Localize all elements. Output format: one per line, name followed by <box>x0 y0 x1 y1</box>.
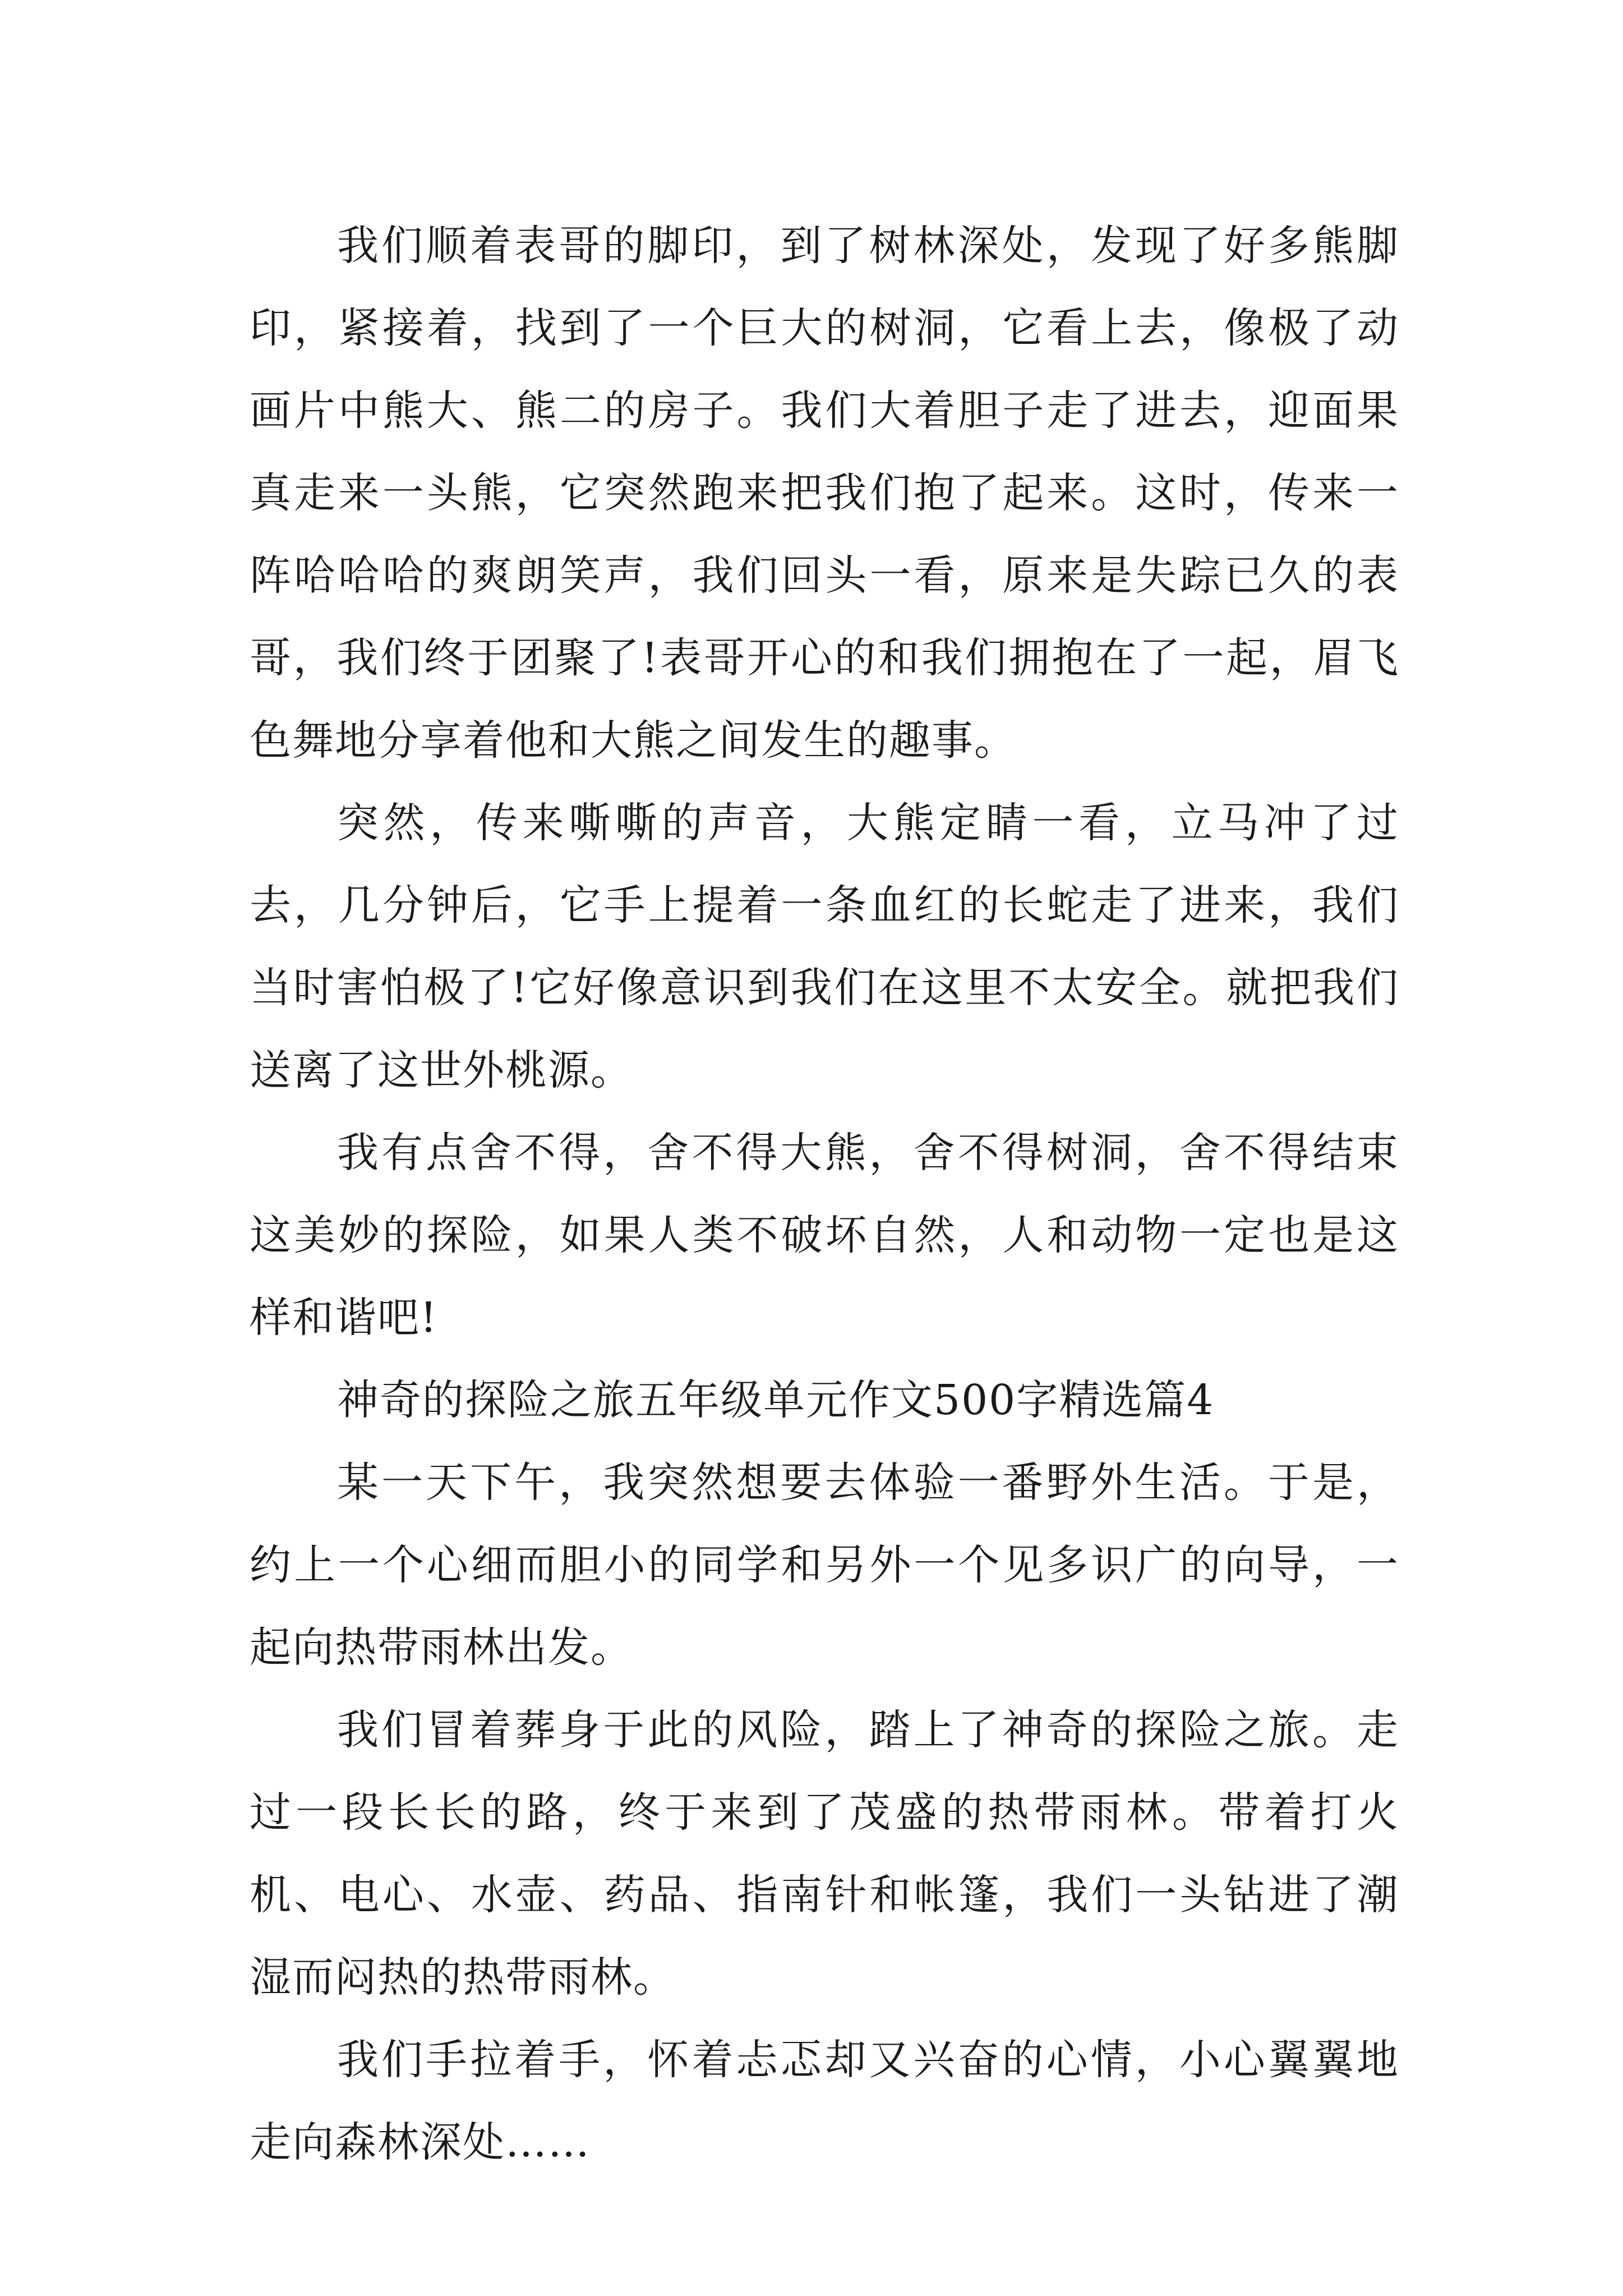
paragraph: 我们手拉着手，怀着忐忑却又兴奋的心情，小心翼翼地走向森林深处…… <box>250 2036 1399 2166</box>
paragraph: 突然，传来嘶嘶的声音，大熊定睛一看，立马冲了过去，几分钟后，它手上提着一条血红的长蛇走了进来，我们当时害怕极了!它好像意识到我们在这里不太安全。就把我们送离了这世外桃源。 <box>250 799 1399 1094</box>
paragraph: 我们顺着表哥的脚印，到了树林深处，发现了好多熊脚印，紧接着，找到了一个巨大的树洞，它看上去，像极了动画片中熊大、熊二的房子。我们大着胆子走了进去，迎面果真走来一头熊，它突然跑来把我们抱了起来。这时，传来一阵哈哈哈的爽朗笑声，我们回头一看，原来是失踪已久的表哥，我们终于团聚了!表哥开心的和我们拥抱在了一起，眉飞色舞地分享着他和大熊之间发生的趣事。 <box>250 222 1399 765</box>
document-body <box>250 205 1399 2184</box>
paragraph: 我有点舍不得，舍不得大熊，舍不得树洞，舍不得结束这美妙的探险，如果人类不破坏自然，人和动物一定也是这样和谐吧! <box>250 1129 1399 1342</box>
paragraph: 某一天下午，我突然想要去体验一番野外生活。于是，约上一个心细而胆小的同学和另外一个见多识广的向导，一起向热带雨林出发。 <box>250 1458 1399 1672</box>
section-title: 神奇的探险之旅五年级单元作文500字精选篇4 <box>337 1376 1215 1424</box>
paragraph: 我们冒着葬身于此的风险，踏上了神奇的探险之旅。走过一段长长的路，终于来到了茂盛的热带雨林。带着打火机、电心、水壶、药品、指南针和帐篷，我们一头钻进了潮湿而闷热的热带雨林。 <box>250 1706 1399 2001</box>
